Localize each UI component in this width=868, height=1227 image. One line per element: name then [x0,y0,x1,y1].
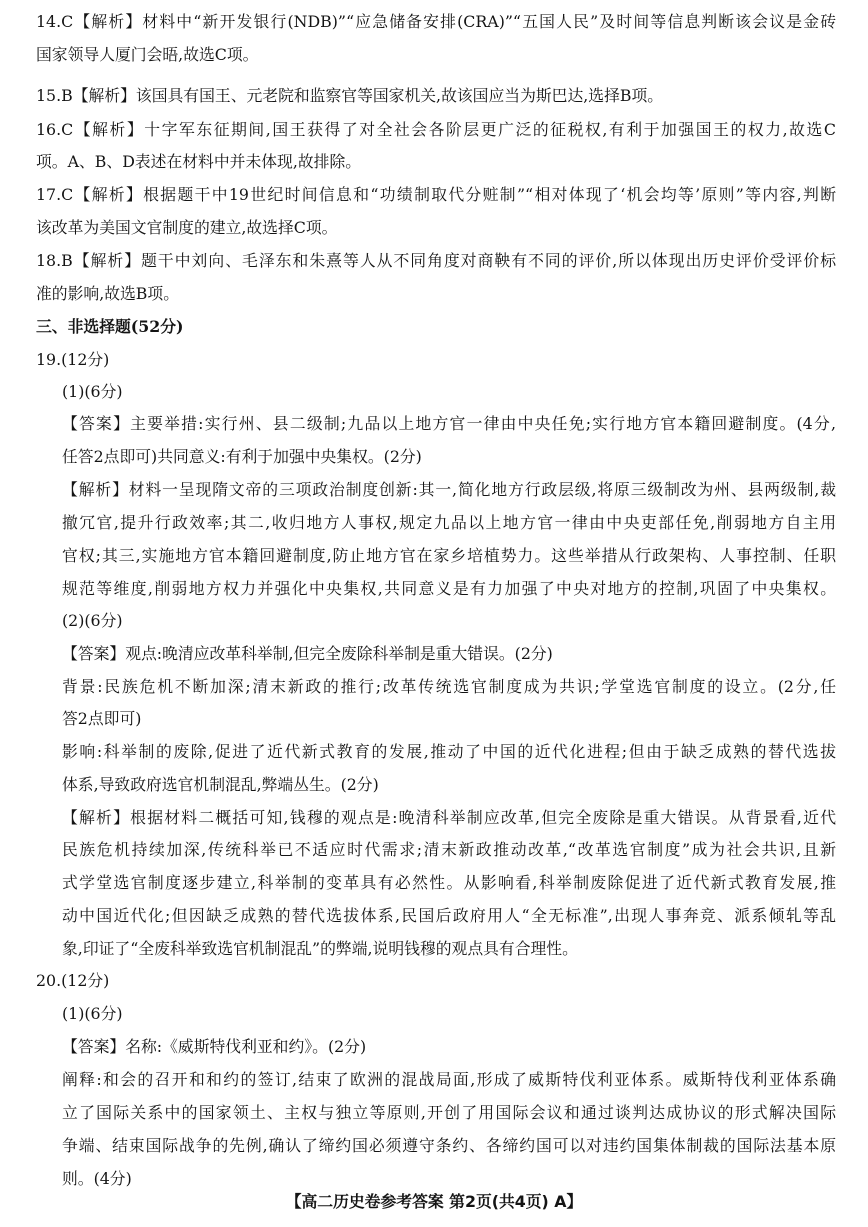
text-line: 三、非选择题(52分) [36,317,184,336]
text-line: 体系,导致政府选官机制混乱,弊端丛生。(2分) [62,775,379,794]
text-line: (1)(6分) [62,382,123,401]
text-line: 准的影响,故选B项。 [36,284,180,303]
text-line: 【解析】根据材料二概括可知,钱穆的观点是:晚清科举制应改革,但完全废除是重大错误。从背景看,近代 [62,808,836,827]
text-line: 规范等维度,削弱地方权力并强化中央集权,共同意义是有力加强了中央对地方的控制,巩固了中央集权。 [62,579,836,598]
text-line: 则。(4分) [62,1169,132,1188]
text-line: 撤冗官,提升行政效率;其二,收归地方人事权,规定九品以上地方官一律由中央吏部任免,削弱地方自主用 [62,513,836,532]
text-line: 影响:科举制的废除,促进了近代新式教育的发展,推动了中国的近代化进程;但由于缺乏成熟的替代选拔 [62,742,836,761]
text-line: 立了国际关系中的国家领土、主权与独立等原则,开创了用国际会议和通过谈判达成协议的形式解决国际 [62,1103,836,1122]
text-line: 【解析】材料一呈现隋文帝的三项政治制度创新:其一,简化地方行政层级,将原三级制改为州、县两级制,裁 [62,480,836,499]
text-line: 官权;其三,实施地方官本籍回避制度,防止地方官在家乡培植势力。这些举措从行政架构、人事控制、任职 [62,546,836,565]
text-line: 争端、结束国际战争的先例,确认了缔约国必须遵守条约、各缔约国可以对违约国集体制裁的国际法基本原 [62,1136,836,1155]
text-line: 17.C【解析】根据题干中19世纪时间信息和“功绩制取代分赃制”“相对体现了‘机会均等’原则”等内容,判断 [36,185,836,204]
text-line: 20.(12分) [36,971,110,990]
text-line: 任答2点即可)共同意义:有利于加强中央集权。(2分) [62,447,422,466]
text-line: 动中国近代化;但因缺乏成熟的替代选拔体系,民国后政府用人“全无标准”,出现人事奔竞、派系倾轧等乱 [62,906,836,925]
text-line: 民族危机持续加深,传统科举已不适应时代需求;清末新政推动改革,“改革选官制度”成为社会共识,且新 [62,840,836,859]
text-line: 16.C【解析】十字军东征期间,国王获得了对全社会各阶层更广泛的征税权,有利于加强国王的权力,故选C [36,120,836,139]
page-footer: 【高二历史卷参考答案 第2页(共4页) A】 [285,1192,583,1211]
text-line: 【答案】名称:《威斯特伐利亚和约》。(2分) [62,1037,367,1056]
text-line: 18.B【解析】题干中刘向、毛泽东和朱熹等人从不同角度对商鞅有不同的评价,所以体现出历史评价受评价标 [36,251,836,270]
text-line: 背景:民族危机不断加深;清末新政的推行;改革传统选官制度成为共识;学堂选官制度的设立。(2分,任 [62,677,836,696]
text-line: (2)(6分) [62,611,123,630]
text-line: (1)(6分) [62,1004,123,1023]
text-line: 阐释:和会的召开和和约的签订,结束了欧洲的混战局面,形成了威斯特伐利亚体系。威斯特伐利亚体系确 [62,1070,836,1089]
text-line: 【答案】主要举措:实行州、县二级制;九品以上地方官一律由中央任免;实行地方官本籍回避制度。(4分, [62,414,836,433]
text-line: 15.B【解析】该国具有国王、元老院和监察官等国家机关,故该国应当为斯巴达,选择B项。 [36,86,664,105]
text-line: 【答案】观点:晚清应改革科举制,但完全废除科举制是重大错误。(2分) [62,644,553,663]
text-line: 该改革为美国文官制度的建立,故选择C项。 [36,218,338,237]
text-line: 19.(12分) [36,350,110,369]
text-line: 象,印证了“全废科举致选官机制混乱”的弊端,说明钱穆的观点具有合理性。 [62,939,578,958]
text-line: 答2点即可) [62,709,142,728]
text-line: 国家领导人厦门会晤,故选C项。 [36,45,259,64]
text-line: 14.C【解析】材料中“新开发银行(NDB)”“应急储备安排(CRA)”“五国人民”及时间等信息判断该会议是金砖 [36,12,836,31]
text-line: 式学堂选官制度逐步建立,科举制的变革具有必然性。从影响看,科举制废除促进了近代新式教育发展,推 [62,873,836,892]
text-line: 项。A、B、D表述在材料中并未体现,故排除。 [36,152,362,171]
